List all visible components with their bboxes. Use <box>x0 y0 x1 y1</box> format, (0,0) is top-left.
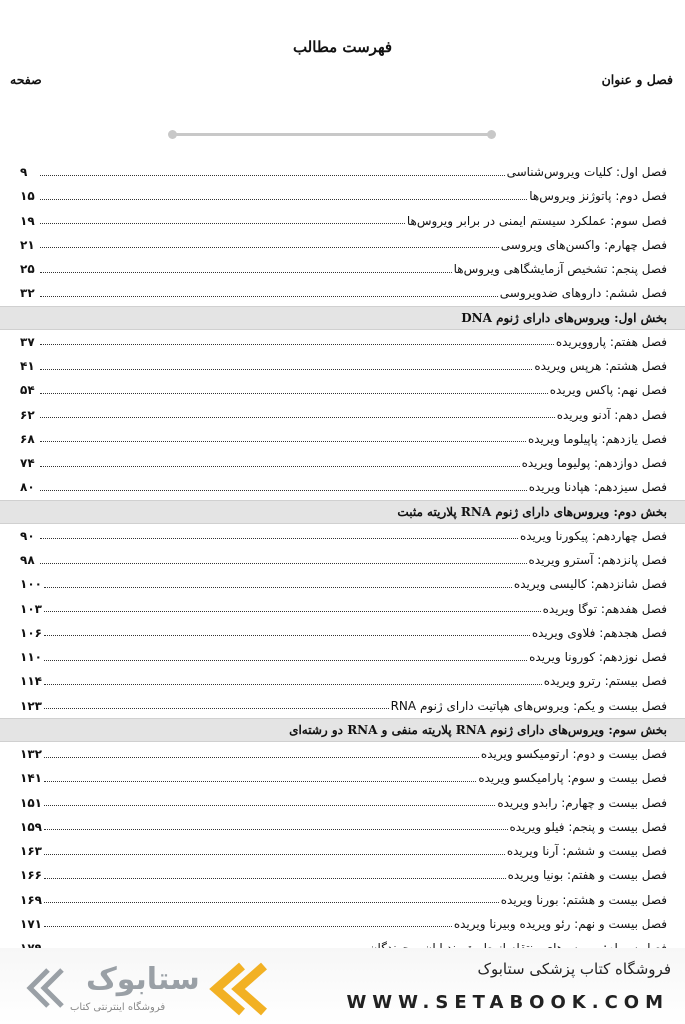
toc-entry[interactable] <box>0 863 685 887</box>
toc-entry[interactable] <box>0 330 685 354</box>
toc-leader-dots <box>40 187 527 200</box>
toc-entry[interactable] <box>0 378 685 402</box>
logo-text: ستابوک <box>86 962 200 997</box>
toc-entry-page: ۸۰ <box>20 480 35 495</box>
toc-entry-title: بخش سوم: ویروس‌های دارای ژنوم RNA پلاریته منفی و RNA دو رشته‌ای <box>289 722 667 737</box>
toc-leader-dots <box>40 551 527 564</box>
toc-leader-dots <box>40 357 532 370</box>
toc-section-header <box>0 306 685 330</box>
toc-entry-page: ۱۰۰ <box>20 577 42 592</box>
toc-entry[interactable] <box>0 791 685 815</box>
toc-entry[interactable] <box>0 888 685 912</box>
toc-entry-title: فصل بیست و یکم: ویروس‌های هپاتیت دارای ژنوم RNA <box>390 698 667 713</box>
toc-leader-dots <box>40 284 498 297</box>
toc-entry-title: بخش دوم: ویروس‌های دارای ژنوم RNA پلاریته مثبت <box>397 504 667 519</box>
toc-entry-title: فصل سیزدهم: هپادنا ویریده <box>528 480 667 495</box>
toc-entry[interactable] <box>0 669 685 693</box>
toc-entry[interactable] <box>0 160 685 184</box>
toc-leader-dots <box>44 623 530 636</box>
toc-entry-page: ۱۰۶ <box>20 625 42 640</box>
toc-entry[interactable] <box>0 281 685 305</box>
toc-entry-page: ۱۳۲ <box>20 747 42 762</box>
toc-entry[interactable] <box>0 427 685 451</box>
toc-entry[interactable] <box>0 839 685 863</box>
toc-entry-page: ۱۱۴ <box>20 674 42 689</box>
toc-leader-dots <box>44 866 506 879</box>
toc-entry-page: ۵۴ <box>20 383 35 398</box>
toc-entry-title: بخش اول: ویروس‌های دارای ژنوم DNA <box>461 310 667 325</box>
toc-entry-title: فصل پنجم: تشخیص آزمایشگاهی ویروس‌ها <box>453 262 667 277</box>
toc-entry-title: فصل دوازدهم: پولیوما ویریده <box>521 456 667 471</box>
toc-leader-dots <box>40 478 527 491</box>
table-of-contents <box>0 160 685 960</box>
toc-entry[interactable] <box>0 694 685 718</box>
toc-leader-dots <box>44 745 479 758</box>
toc-leader-dots <box>44 890 499 903</box>
toc-entry[interactable] <box>0 451 685 475</box>
toc-entry-page: ۲۵ <box>20 262 35 277</box>
toc-entry-title: فصل پانزدهم: آسترو ویریده <box>528 553 667 568</box>
toc-leader-dots <box>44 648 527 661</box>
toc-entry-title: فصل یازدهم: پاپیلوما ویریده <box>527 431 667 446</box>
toc-entry-title: فصل نوزدهم: کورونا ویریده <box>529 650 667 665</box>
toc-entry[interactable] <box>0 475 685 499</box>
toc-entry[interactable] <box>0 572 685 596</box>
toc-entry-title: فصل چهاردهم: پیکورنا ویریده <box>519 528 667 543</box>
toc-entry[interactable] <box>0 548 685 572</box>
toc-section-header <box>0 500 685 524</box>
toc-entry-page: ۹۰ <box>20 528 35 543</box>
toc-entry-page: ۹۸ <box>20 553 35 568</box>
toc-leader-dots <box>40 405 555 418</box>
toc-entry[interactable] <box>0 815 685 839</box>
toc-leader-dots <box>44 696 389 709</box>
toc-entry-title: فصل ششم: داروهای ضدویروسی <box>499 286 667 301</box>
toc-entry[interactable] <box>0 766 685 790</box>
toc-entry-title: فصل هشتم: هرپس ویریده <box>534 359 667 374</box>
store-logo <box>26 958 286 1020</box>
toc-entry[interactable] <box>0 621 685 645</box>
toc-leader-dots <box>40 381 548 394</box>
toc-leader-dots <box>40 526 518 539</box>
toc-leader-dots <box>44 769 476 782</box>
toc-entry-page: ۱۶۶ <box>20 868 42 883</box>
toc-leader-dots <box>40 260 452 273</box>
toc-entry-title: فصل بیست و هفتم: بونیا ویریده <box>507 868 667 883</box>
toc-entry-page: ۲۱ <box>20 237 35 252</box>
toc-leader-dots <box>44 575 512 588</box>
column-header-title: فصل و عنوان <box>601 72 673 87</box>
toc-entry-page: ۱۲۳ <box>20 698 42 713</box>
toc-entry-title: فصل بیست و پنجم: فیلو ویریده <box>509 819 667 834</box>
column-header-page: صفحه <box>10 72 42 87</box>
toc-entry-title: فصل نهم: پاکس ویریده <box>549 383 667 398</box>
toc-entry[interactable] <box>0 209 685 233</box>
toc-leader-dots <box>40 235 499 248</box>
toc-entry[interactable] <box>0 645 685 669</box>
footer-banner <box>0 948 685 1024</box>
toc-entry-title: فصل بیست و ششم: آرنا ویریده <box>506 844 667 859</box>
toc-entry-page: ۱۱۰ <box>20 650 42 665</box>
toc-entry-title: فصل دهم: آدنو ویریده <box>556 407 667 422</box>
toc-entry-page: ۱۵ <box>20 189 35 204</box>
toc-entry-page: ۳۲ <box>20 286 35 301</box>
toc-entry-page: ۶۲ <box>20 407 35 422</box>
toc-entry-page: ۱۶۹ <box>20 892 42 907</box>
toc-entry-title: فصل سوم: عملکرد سیستم ایمنی در برابر ویروس‌ها <box>406 213 667 228</box>
toc-entry-page: ۱۴۱ <box>20 771 42 786</box>
toc-entry[interactable] <box>0 912 685 936</box>
toc-entry-title: فصل بیست و دوم: ارتومیکسو ویریده <box>480 747 667 762</box>
toc-entry-title: فصل هجدهم: فلاوی ویریده <box>531 625 667 640</box>
toc-leader-dots <box>44 914 452 927</box>
toc-entry[interactable] <box>0 403 685 427</box>
toc-entry-title: فصل اول: کلیات ویروس‌شناسی <box>506 165 667 180</box>
toc-leader-dots <box>44 842 505 855</box>
toc-leader-dots <box>44 672 542 685</box>
toc-entry[interactable] <box>0 354 685 378</box>
logo-subtitle: فروشگاه اینترنتی کتاب <box>70 1002 166 1013</box>
toc-entry[interactable] <box>0 257 685 281</box>
toc-entry-title: فصل بیستم: رترو ویریده <box>543 674 667 689</box>
toc-entry-page: ۳۷ <box>20 334 35 349</box>
toc-entry[interactable] <box>0 524 685 548</box>
toc-entry-title: فصل شانزدهم: کالیسی ویریده <box>513 577 667 592</box>
toc-entry-title: فصل بیست و چهارم: رابدو ویریده <box>497 795 667 810</box>
toc-entry-page: ۷۴ <box>20 456 35 471</box>
toc-entry-title: فصل هفدهم: توگا ویریده <box>542 601 667 616</box>
toc-entry-page: ۱۰۳ <box>20 601 42 616</box>
decorative-divider <box>171 133 493 136</box>
toc-leader-dots <box>44 599 541 612</box>
toc-entry-title: فصل بیست و هشتم: بورنا ویریده <box>500 892 667 907</box>
store-url[interactable]: WWW.SETABOOK.COM <box>346 992 669 1013</box>
toc-entry[interactable] <box>0 184 685 208</box>
toc-entry[interactable] <box>0 742 685 766</box>
toc-leader-dots <box>40 211 405 224</box>
toc-entry-page: ۹ <box>20 165 28 180</box>
toc-leader-dots <box>44 817 508 830</box>
toc-entry-title: فصل بیست و سوم: پارامیکسو ویریده <box>478 771 667 786</box>
toc-entry-page: ۱۶۳ <box>20 844 42 859</box>
toc-entry-page: ۱۵۱ <box>20 795 42 810</box>
toc-entry-page: ۶۸ <box>20 431 35 446</box>
toc-entry-page: ۱۹ <box>20 213 35 228</box>
toc-section-header <box>0 718 685 742</box>
toc-leader-dots <box>40 429 526 442</box>
toc-leader-dots <box>40 163 505 176</box>
toc-entry[interactable] <box>0 597 685 621</box>
toc-entry-page: ۴۱ <box>20 359 35 374</box>
toc-entry-title: فصل هفتم: پاروویریده <box>555 334 667 349</box>
toc-entry-title: فصل چهارم: واکسن‌های ویروسی <box>500 237 667 252</box>
toc-leader-dots <box>44 793 495 806</box>
toc-entry-page: ۱۵۹ <box>20 819 42 834</box>
toc-leader-dots <box>40 454 520 467</box>
toc-entry-title: فصل دوم: پاتوژنز ویروس‌ها <box>529 189 667 204</box>
toc-entry-title: فصل بیست و نهم: رئو ویریده وبیرنا ویریده <box>453 916 667 931</box>
toc-entry-page: ۱۷۱ <box>20 916 42 931</box>
store-name: فروشگاه کتاب پزشکی ستابوک <box>477 960 671 978</box>
toc-leader-dots <box>40 332 554 345</box>
page-title: فهرست مطالب <box>292 38 393 56</box>
toc-entry[interactable] <box>0 233 685 257</box>
